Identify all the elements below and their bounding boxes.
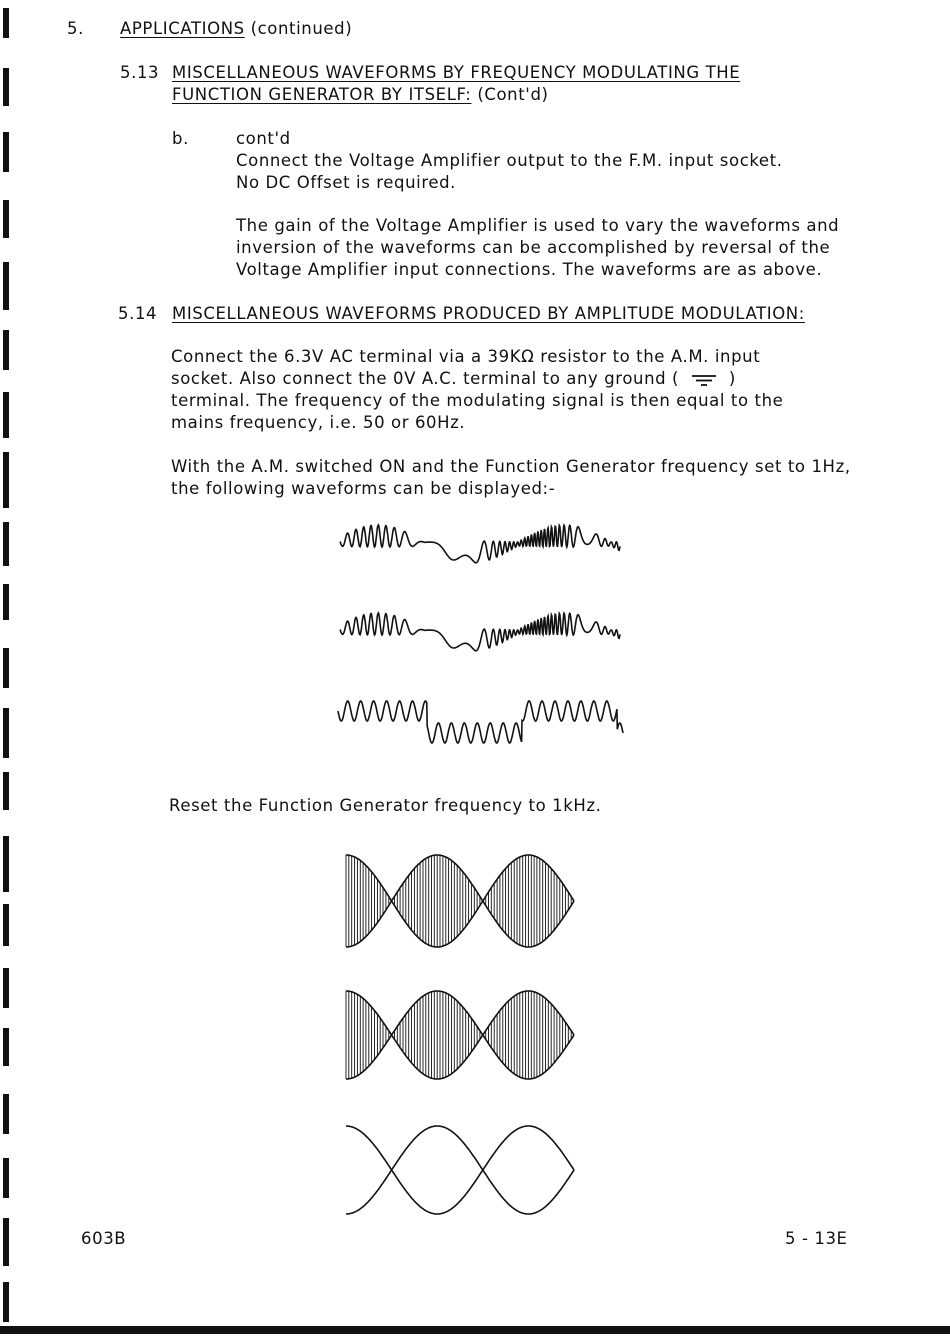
section-heading [120, 18, 352, 40]
s513-para2-line2: inversion of the waveforms can be accomplished by reversal of the [236, 238, 831, 257]
section-number: 5. [67, 19, 84, 38]
footer-model: 603B [81, 1229, 127, 1248]
waveform-3 [338, 694, 628, 750]
ground-icon [691, 373, 717, 387]
s513-para1-line2: No DC Offset is required. [236, 173, 457, 192]
waveform-1 [340, 520, 625, 570]
s514-para1-line4: mains frequency, i.e. 50 or 60Hz. [171, 413, 466, 432]
s514-number: 5.14 [118, 304, 158, 323]
s514-para1-line1: Connect the 6.3V AC terminal via a 39KΩ resistor to the A.M. input [171, 347, 761, 366]
s513-para2-line3: Voltage Amplifier input connections. The waveforms are as above. [236, 260, 823, 279]
s513-item-label: b. [172, 129, 189, 148]
s514-title: MISCELLANEOUS WAVEFORMS PRODUCED BY AMPLITUDE MODULATION: [172, 304, 805, 323]
s514-para1-line2a: socket. Also connect the 0V A.C. terminal to any ground ( [171, 369, 680, 388]
section-suffix: (continued) [250, 19, 353, 38]
section-title: APPLICATIONS [120, 19, 245, 38]
s514-para2-line2: the following waveforms can be displayed:- [171, 479, 556, 498]
s514-para1-line2b: ) [728, 369, 736, 388]
s513-number: 5.13 [120, 63, 160, 82]
s513-title-line2 [172, 84, 549, 106]
footer-page-number: 5 - 13E [785, 1229, 848, 1248]
s514-para1-line2 [171, 368, 736, 390]
am-waveform-2 [340, 988, 585, 1084]
s513-title-text: FUNCTION GENERATOR BY ITSELF: [172, 85, 472, 104]
bottom-edge-line [0, 1326, 950, 1334]
s514-para1-line3: terminal. The frequency of the modulating signal is then equal to the [171, 391, 784, 410]
s513-title-line1: MISCELLANEOUS WAVEFORMS BY FREQUENCY MODULATING THE [172, 63, 741, 82]
s513-title-suffix: (Cont'd) [477, 85, 549, 104]
am-waveform-3 [340, 1122, 585, 1222]
s513-item-cont: cont'd [236, 129, 291, 148]
s513-para1-line1: Connect the Voltage Amplifier output to the F.M. input socket. [236, 151, 783, 170]
am-waveform-1 [340, 852, 585, 952]
s514-para2-line1: With the A.M. switched ON and the Function Generator frequency set to 1Hz, [171, 457, 851, 476]
reset-instruction: Reset the Function Generator frequency to 1kHz. [169, 796, 602, 815]
waveform-2 [340, 608, 625, 658]
s513-para2-line1: The gain of the Voltage Amplifier is used to vary the waveforms and [236, 216, 840, 235]
